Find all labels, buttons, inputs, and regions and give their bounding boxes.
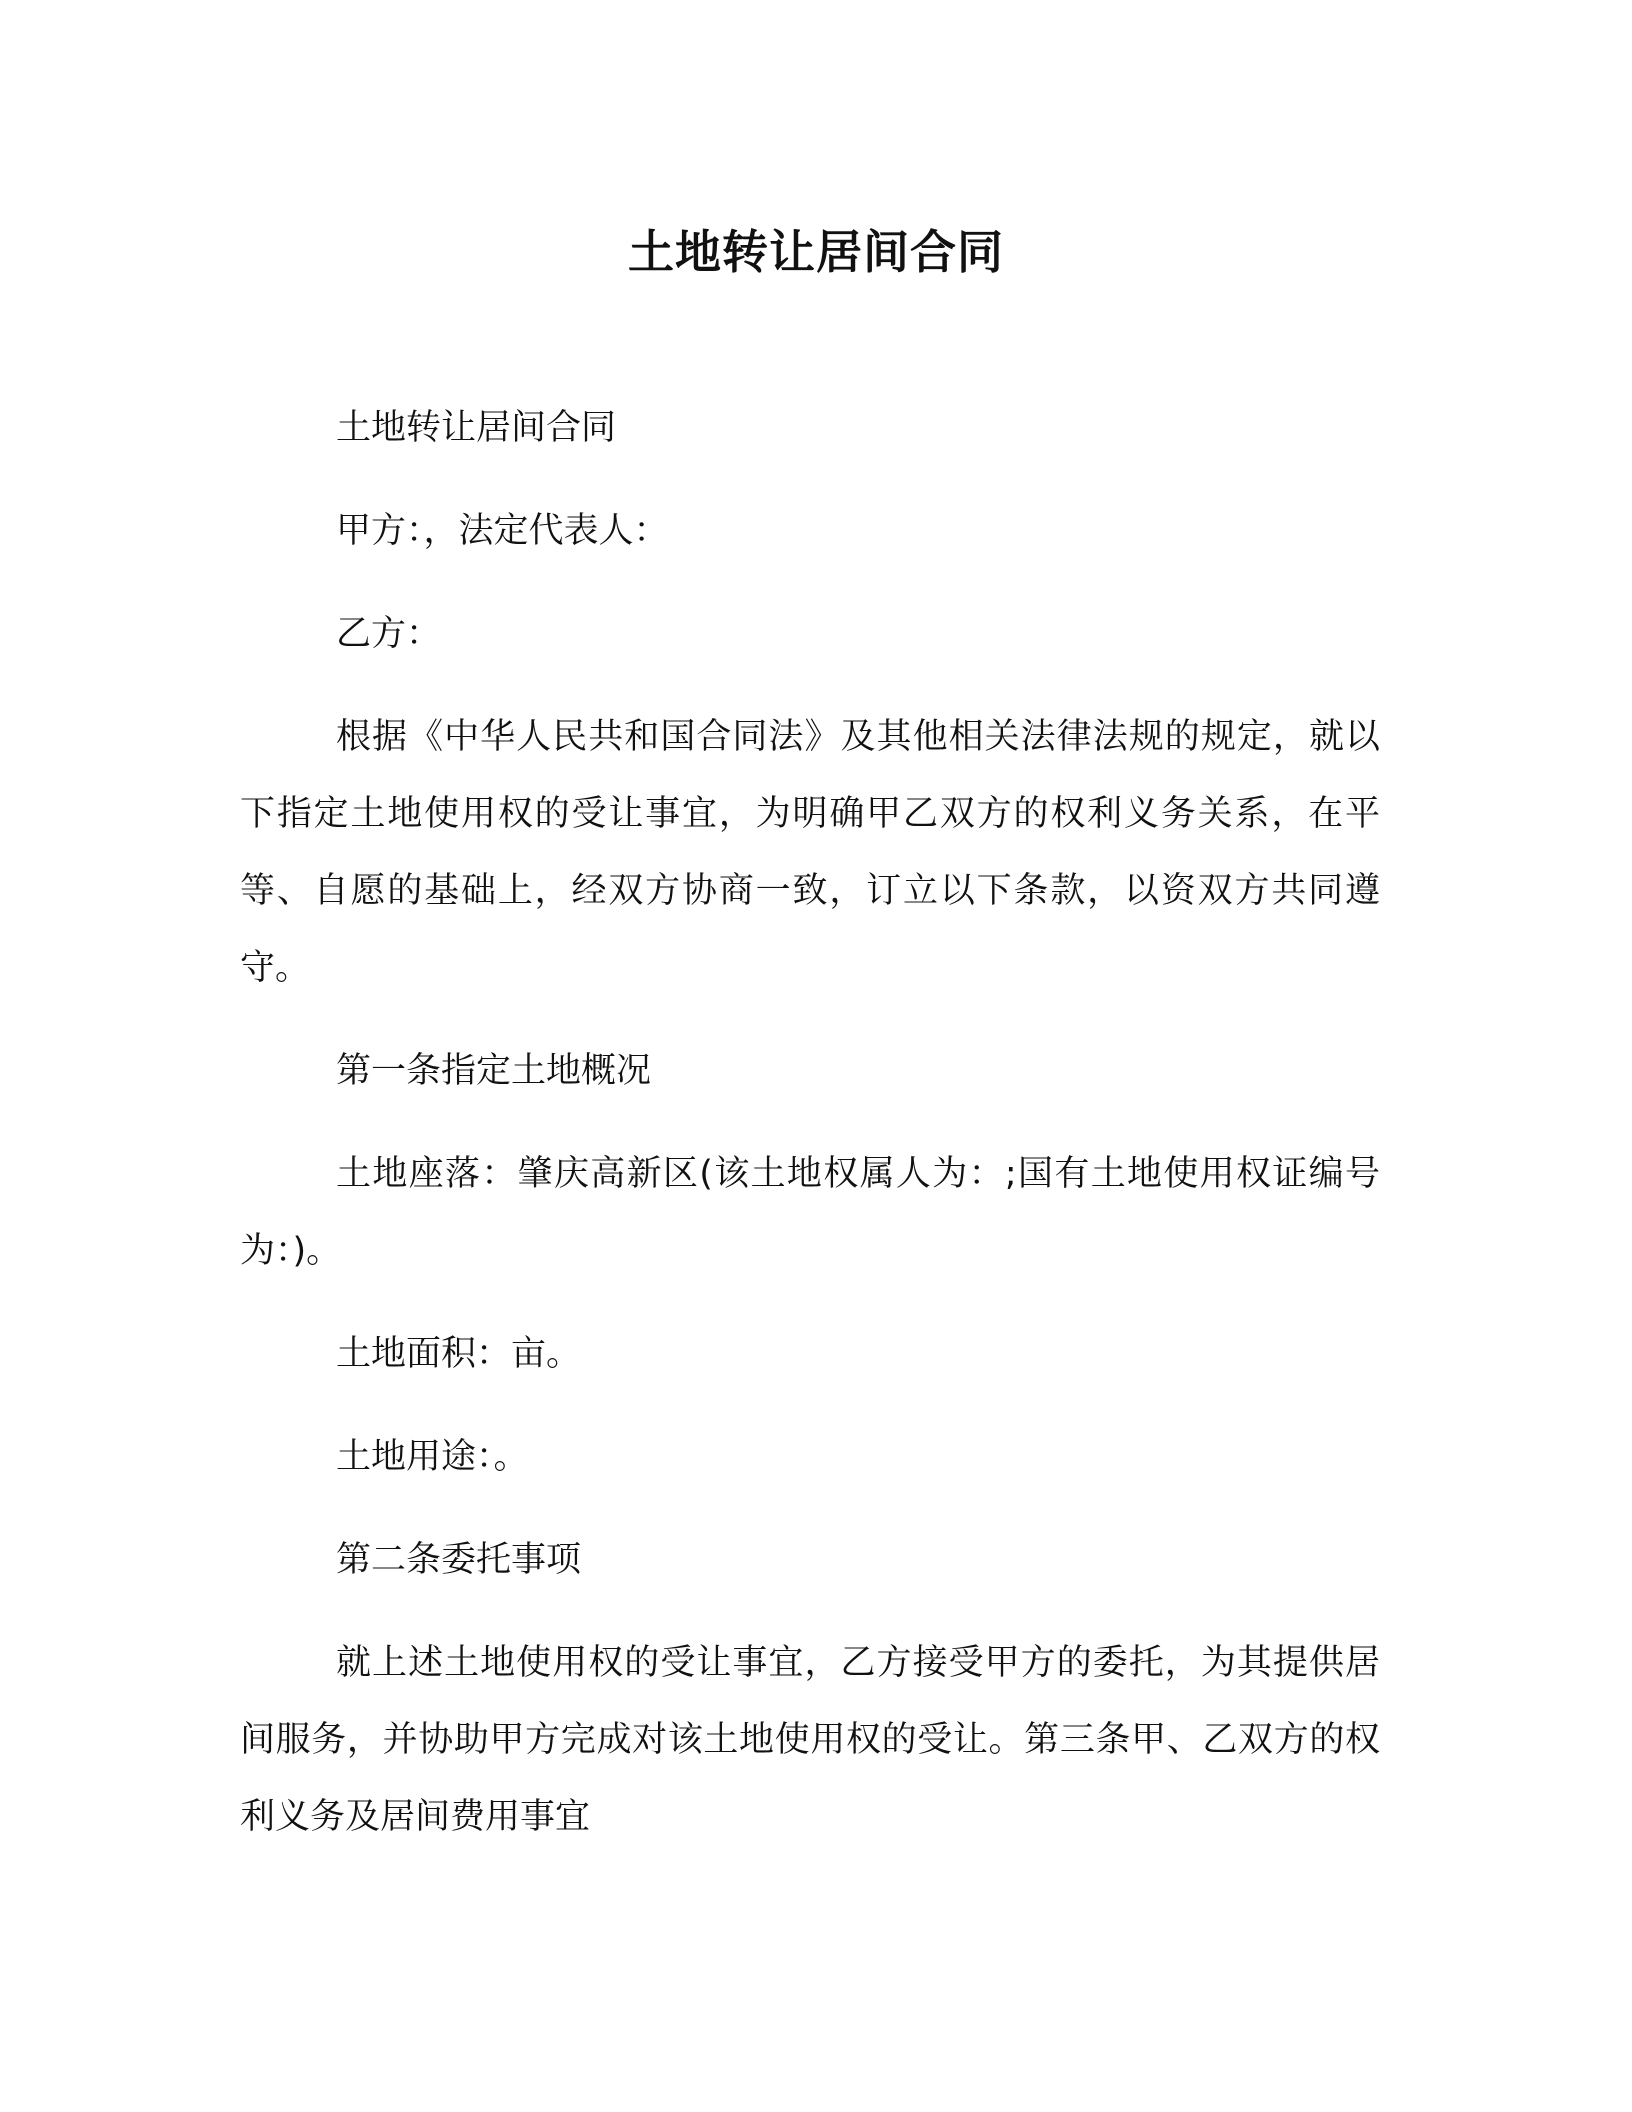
article-2-heading: 第二条委托事项: [336, 1540, 582, 1580]
document-title: 土地转让居间合同: [628, 225, 1004, 279]
party-b-line: 乙方：: [336, 614, 442, 654]
preamble-paragraph: 根据《中华人民共和国合同法》及其他相关法律法规的规定，就以下指定土地使用权的受让事宜，为明确甲乙双方的权利义务关系，在平等、自愿的基础上，经双方协商一致，订立以下条款，以资双方共同遵守。: [240, 717, 1380, 988]
land-area: 土地面积：亩。: [336, 1334, 582, 1374]
contract-heading: 土地转让居间合同: [336, 408, 617, 448]
land-location: 土地座落：肇庆高新区(该土地权属人为：;国有土地使用权证编号为：)。: [240, 1154, 1380, 1271]
party-a-line: 甲方：，法定代表人：: [336, 511, 669, 551]
document-body: [240, 390, 1380, 1882]
article-2-body: 就上述土地使用权的受让事宜，乙方接受甲方的委托，为其提供居间服务，并协助甲方完成对该土地使用权的受让。第三条甲、乙双方的权利义务及居间费用事宜: [240, 1643, 1380, 1837]
land-use: 土地用途：。: [336, 1437, 529, 1477]
article-1-heading: 第一条指定土地概况: [336, 1051, 652, 1091]
